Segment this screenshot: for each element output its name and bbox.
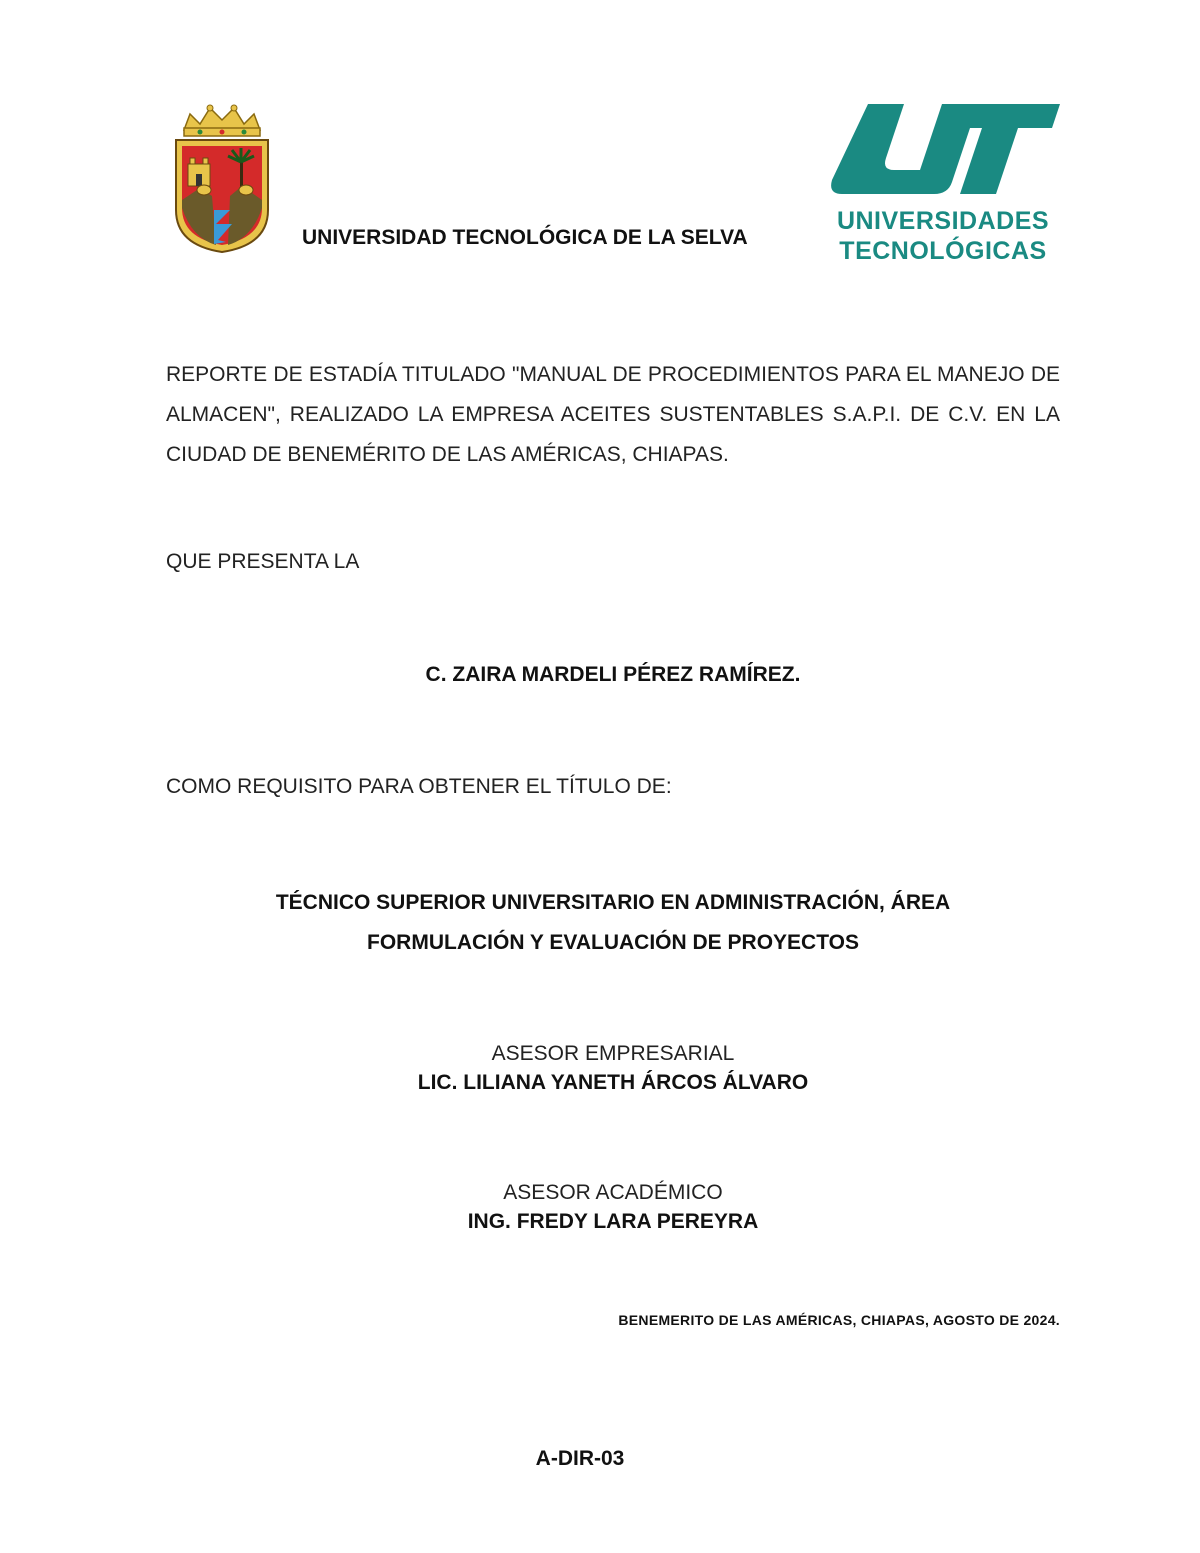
business-advisor-name: LIC. LILIANA YANETH ÁRCOS ÁLVARO xyxy=(417,1071,809,1094)
academic-advisor-role: ASESOR ACADÉMICO xyxy=(503,1181,723,1204)
presented-by-label: QUE PRESENTA LA xyxy=(166,550,360,573)
business-advisor-role: ASESOR EMPRESARIAL xyxy=(491,1042,735,1065)
ut-logo-text-line1: UNIVERSIDADES xyxy=(836,207,1050,235)
requirement-label: COMO REQUISITO PARA OBTENER EL TÍTULO DE: xyxy=(166,775,672,798)
degree-line-1: TÉCNICO SUPERIOR UNIVERSITARIO EN ADMINISTRACIÓN, ÁREA xyxy=(275,891,951,914)
ut-logo-icon xyxy=(828,98,1064,265)
degree-line-2: FORMULACIÓN Y EVALUACIÓN DE PROYECTOS xyxy=(367,931,859,954)
place-date: BENEMERITO DE LAS AMÉRICAS, CHIAPAS, AGOSTO DE 2024. xyxy=(618,1312,1060,1328)
ut-logo-text-line2: TECNOLÓGICAS xyxy=(839,237,1047,265)
document-code: A-DIR-03 xyxy=(535,1447,625,1470)
report-title: REPORTE DE ESTADÍA TITULADO "MANUAL DE PROCEDIMIENTOS PARA EL MANEJO DE ALMACEN", REALIZADO LA EMPRESA ACEITES SUSTENTABLES S.A.P.I. DE C.V. EN LA CIUDAD DE BENEMÉRITO DE LAS AMÉRICAS, CHIAPAS. xyxy=(166,363,1060,466)
academic-advisor-block xyxy=(166,1179,1060,1237)
student-name: C. ZAIRA MARDELI PÉREZ RAMÍREZ. xyxy=(425,663,801,686)
university-name: UNIVERSIDAD TECNOLÓGICA DE LA SELVA xyxy=(302,226,748,249)
business-advisor-block xyxy=(166,1040,1060,1098)
academic-advisor-name: ING. FREDY LARA PEREYRA xyxy=(467,1210,759,1233)
chiapas-coat-of-arms-icon xyxy=(170,100,274,255)
degree-title xyxy=(166,883,1060,963)
